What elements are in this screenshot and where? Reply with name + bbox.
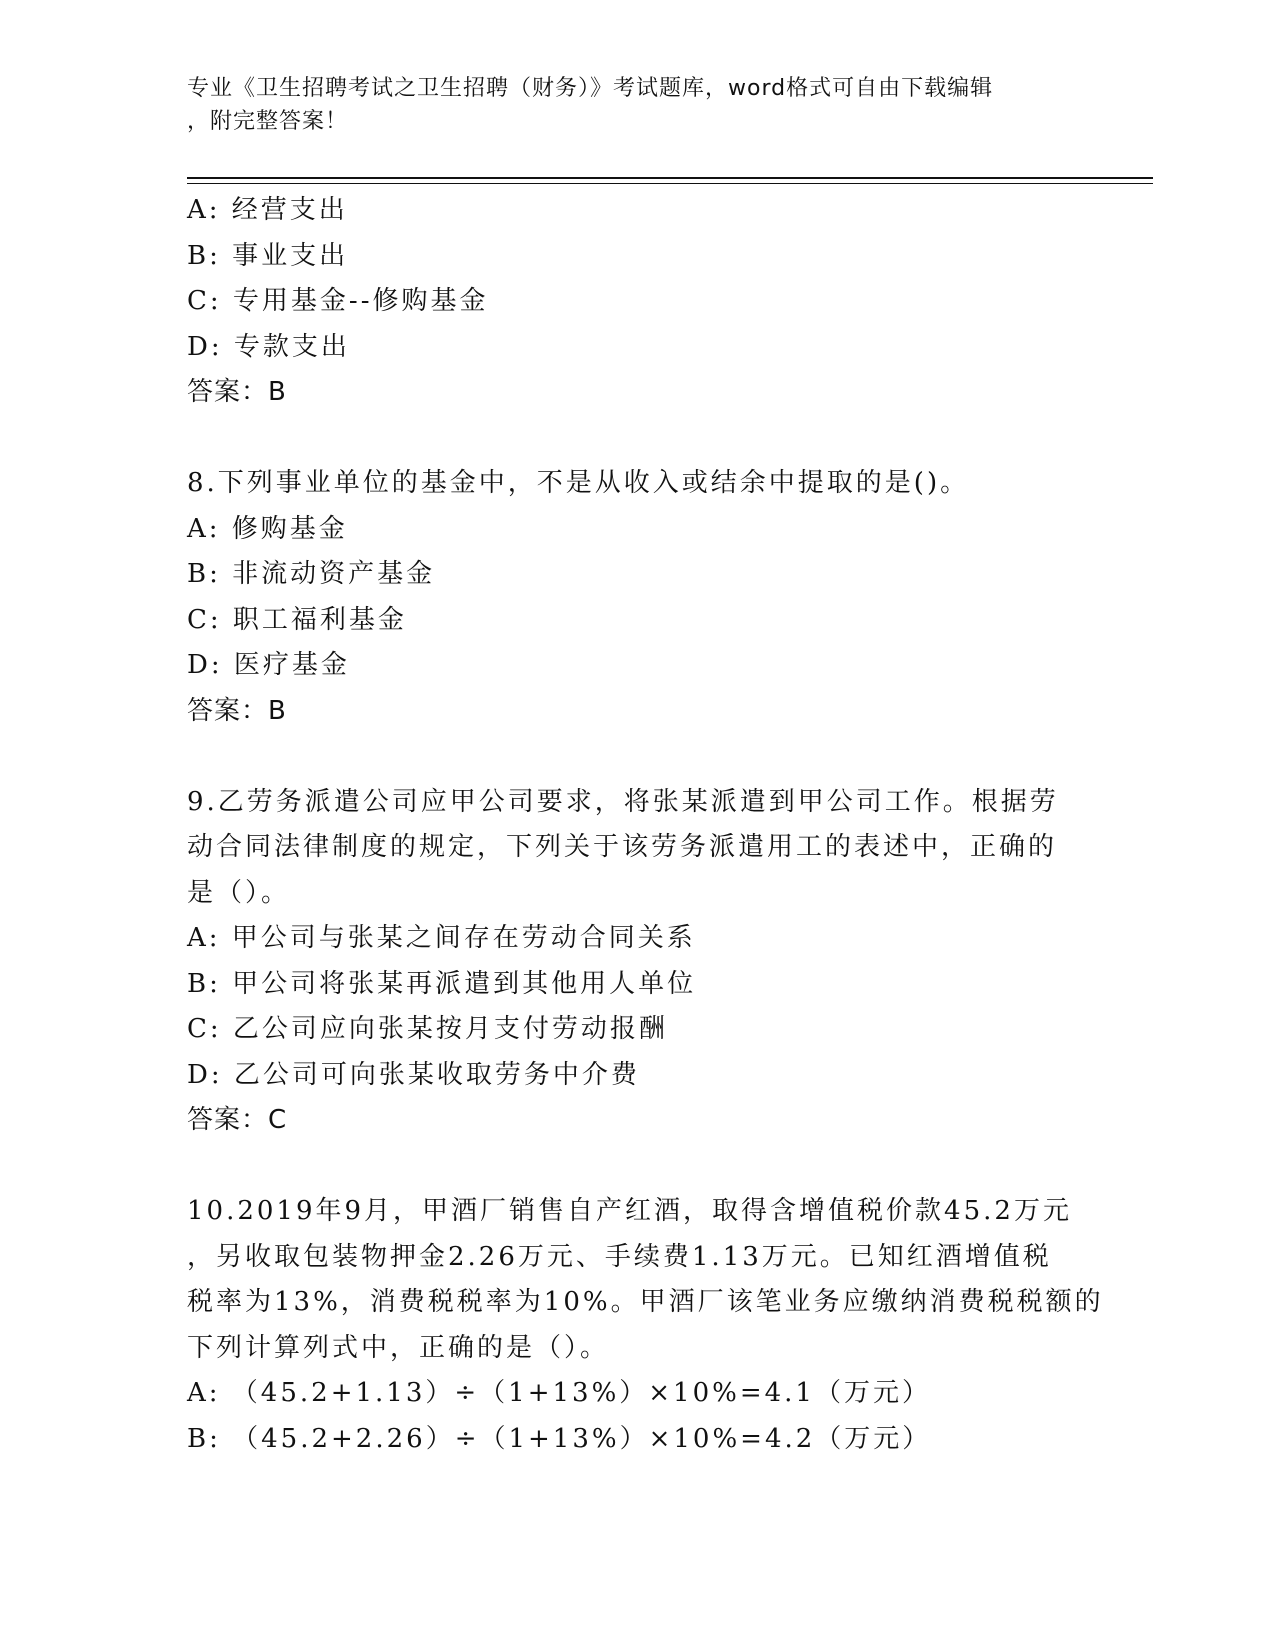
q9-answer: 答案：C	[187, 1105, 288, 1135]
question-list	[187, 188, 1104, 1462]
question-7-block	[187, 188, 1067, 416]
q10-option-a: A: （45.2+1.13）÷（1+13%）×10%=4.1（万元）	[187, 1378, 931, 1408]
q8-option-b: B: 非流动资产基金	[187, 559, 436, 589]
q8-option-d: D: 医疗基金	[187, 650, 350, 680]
q7-option-d: D: 专款支出	[187, 331, 350, 362]
q10-option-b: B: （45.2+2.26）÷（1+13%）×10%=4.2（万元）	[187, 1423, 932, 1454]
q7-option-c: C: 专用基金--修购基金	[187, 286, 489, 316]
q10-stem-line-4: 下列计算列式中，正确的是（）。	[187, 1332, 610, 1363]
q10-stem-line-2: ，另收取包装物押金2.26万元、手续费1.13万元。已知红酒增值税	[187, 1241, 1052, 1272]
header-divider-thick	[187, 177, 1153, 179]
q9-stem-line-1: 9.乙劳务派遣公司应甲公司要求，将张某派遣到甲公司工作。根据劳	[187, 786, 1059, 817]
question-10-block	[187, 1189, 1104, 1462]
spacer	[187, 734, 1067, 780]
q10-stem-line-1: 10.2019年9月，甲酒厂销售自产红酒，取得含增值税价款45.2万元	[187, 1196, 1072, 1226]
q8-option-c: C: 职工福利基金	[187, 604, 407, 635]
q9-option-a: A: 甲公司与张某之间存在劳动合同关系	[187, 923, 696, 953]
document-header	[187, 72, 1067, 138]
header-line-1: 专业《卫生招聘考试之卫生招聘（财务）》考试题库，word格式可自由下载编辑	[187, 76, 994, 101]
q9-stem-line-3: 是（）。	[187, 877, 291, 908]
q9-option-d: D: 乙公司可向张某收取劳务中介费	[187, 1059, 640, 1090]
q7-answer: 答案：B	[187, 377, 287, 407]
spacer	[187, 416, 1067, 462]
question-9-block	[187, 780, 1067, 1144]
question-8-block	[187, 461, 1067, 734]
q9-option-b: B: 甲公司将张某再派遣到其他用人单位	[187, 968, 697, 999]
q8-answer: 答案：B	[187, 695, 287, 726]
q8-stem: 8.下列事业单位的基金中，不是从收入或结余中提取的是()。	[187, 468, 970, 498]
q10-stem-line-3: 税率为13%，消费税税率为10%。甲酒厂该笔业务应缴纳消费税税额的	[187, 1287, 1104, 1317]
q7-option-a: A: 经营支出	[187, 195, 348, 225]
header-divider-thin	[187, 183, 1153, 184]
spacer	[187, 1144, 1067, 1190]
q9-option-c: C: 乙公司应向张某按月支付劳动报酬	[187, 1014, 668, 1044]
q7-option-b: B: 事业支出	[187, 240, 349, 271]
q8-option-a: A: 修购基金	[187, 513, 348, 544]
header-line-2: ，附完整答案！	[187, 109, 349, 134]
q9-stem-line-2: 动合同法律制度的规定，下列关于该劳务派遣用工的表述中，正确的	[187, 832, 1058, 862]
